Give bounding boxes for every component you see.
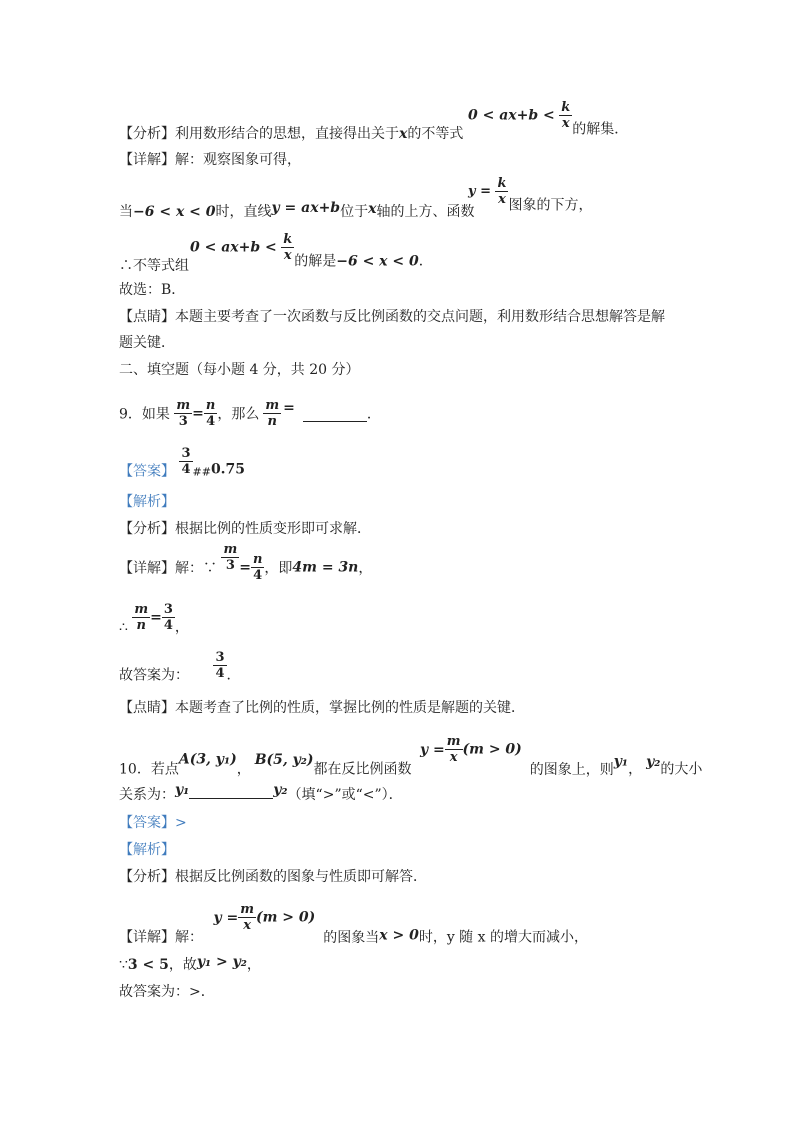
fraction: $\frac{k}{x}$ [283,232,293,263]
q8-comment-cont: 题关键． [119,335,175,351]
math-expr: y = ax+b [271,200,341,216]
math-expr: 0 < ax+b < [468,107,555,124]
choice-line: 故选：B． [119,282,186,298]
section-heading: 二、填空题（每小题 4 分，共 20 分） [119,362,360,378]
q10-final: 故答案为：>． [119,984,215,1000]
math-var: x [399,126,408,142]
q8-line4: ∴不等式组 [119,258,189,274]
fraction: $\frac{k}{x}$ [497,176,507,207]
q8-comment: 【点睛】本题主要考查了一次函数与反比例函数的交点问题，利用数形结合思想解答是解 [119,309,665,325]
answer-blank [303,421,367,422]
analysis-label: 【分析】 [119,126,175,142]
q8-line4-math: 0 < ax+b < $\frac{k}{x}$ 的解是−6 < x < 0． [190,232,433,270]
q8-analysis-line [119,124,463,144]
q10-answer: 【答案】> [119,815,187,831]
fraction: $\frac{k}{x}$ [561,100,571,131]
q9-comment: 【点睛】本题考查了比例的性质，掌握比例的性质是解题的关键． [119,700,525,716]
q9-final: 故答案为： $\frac{3}{4}$ ． [119,650,241,684]
q10-detail: 【详解】解： y = $\frac{m}{x}$ (m > 0)的图象当x > 0时，y 随 x 的增大而减小， [119,902,588,946]
q9-question: 9．如果 $\frac{m}{3}$ = $\frac{n}{4}$ ，那么 $\frac{m}{n}$ = ． [119,398,381,429]
analysis-text: 的不等式 [407,126,464,142]
jiexi-label: 【解析】 [119,842,175,858]
detail-label: 【详解】 [119,152,175,168]
q8-line3-func: y = $\frac{k}{x}$ 图象的下方， [468,176,593,214]
analysis-text: 利用数形结合的思想，直接得出关于 [175,126,399,142]
q10-because: ∵3 < 5，故y₁ > y₂， [119,954,261,973]
q8-line3: 当−6 < x < 0时，直线y = ax+b位于x轴的上方、函数 [119,200,475,220]
q10-relation: 关系为：y₁ y₂（填“>”或“<”）． [119,782,403,803]
detail-text: 解：观察图象可得， [175,152,301,168]
q9-answer: 【答案】 $\frac{3}{4}$ $_{\#\#}$0.75 [119,446,246,480]
answer-blank [189,798,273,799]
q9-therefore: ∴ $\frac{m}{n}$ = $\frac{3}{4}$ ， [119,602,189,636]
q8-detail-line [119,150,301,170]
q9-analysis: 【分析】根据比例的性质变形即可求解． [119,521,371,537]
q10-analysis: 【分析】根据反比例函数的图象与性质即可解答． [119,869,427,885]
q10-question: 10．若点A(3, y₁)，B(5, y₂)都在反比例函数 y = $\frac{m}{x}$ (m > 0)的图象上，则y₁， y₂的大小 [119,734,703,778]
analysis-text: 的解集． [572,121,629,138]
math-expr: −6 < x < 0 [133,204,216,220]
q9-detail: 【详解】解：∵ $\frac{m}{3}$ = $\frac{n}{4}$ ，即4m = 3n， [119,542,373,583]
jiexi-label: 【解析】 [119,494,175,510]
q8-inequality [468,100,628,139]
